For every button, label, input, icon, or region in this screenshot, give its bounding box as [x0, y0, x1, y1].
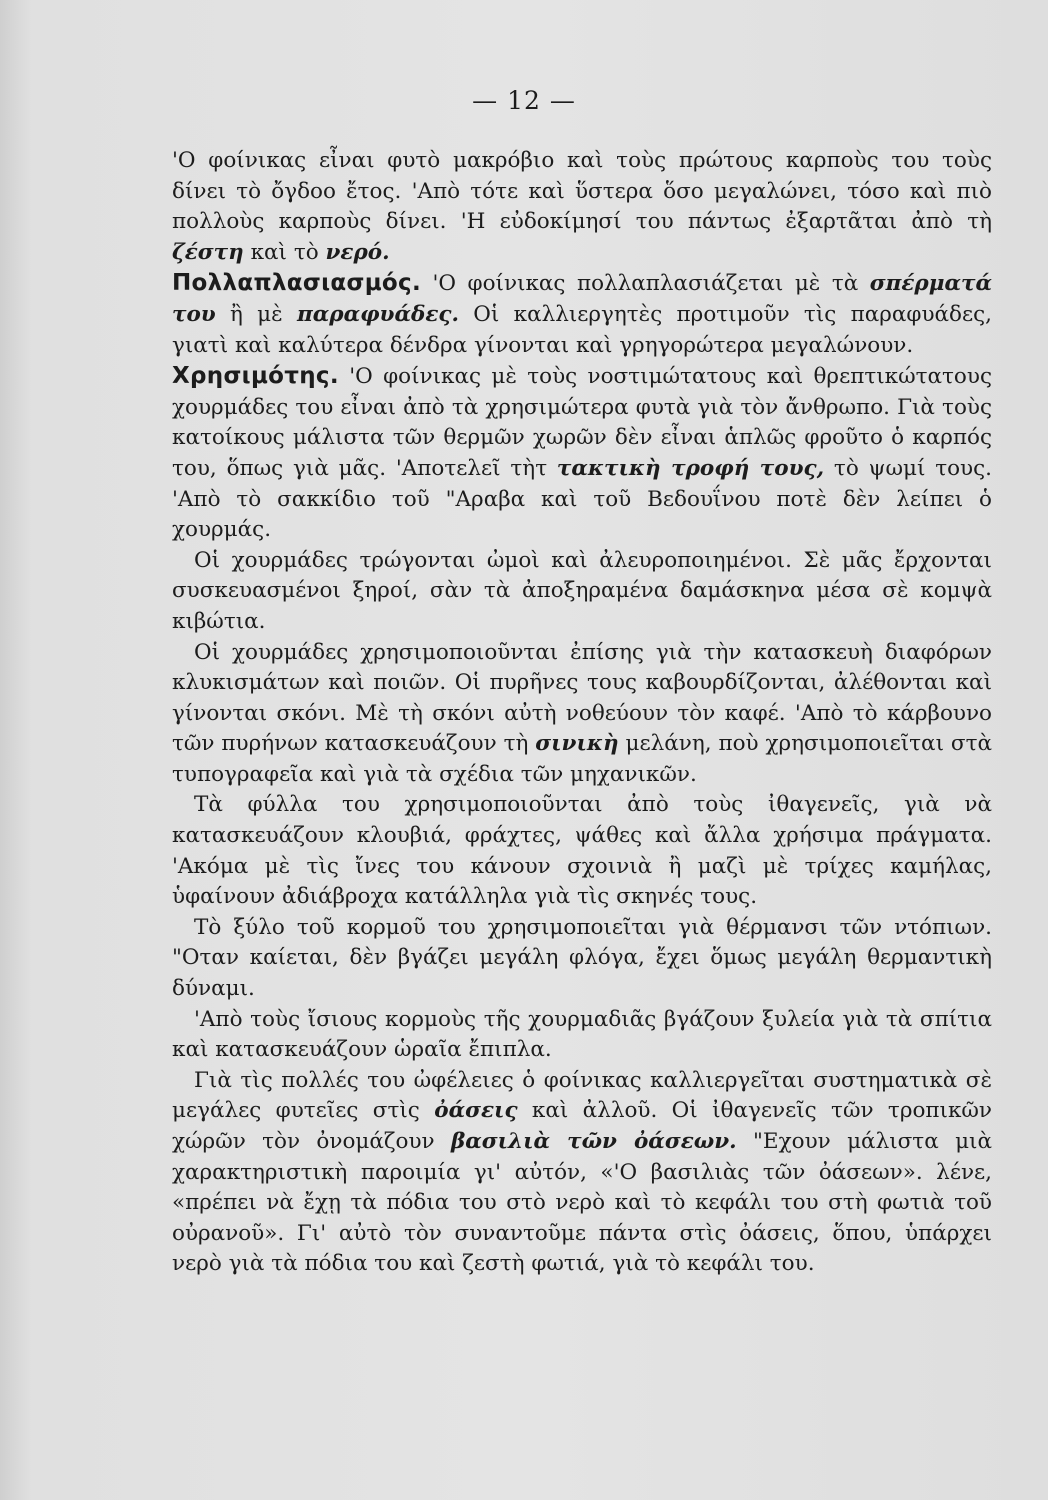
- paragraph-p2: [172, 268, 992, 361]
- paragraph-p3: [172, 361, 992, 546]
- body-text: [172, 146, 992, 1280]
- paragraph-p1: [172, 146, 992, 268]
- text-run: 'Απὸ τοὺς ἴσιους κορμοὺς τῆς χουρμαδιᾶς βγάζουν ξυλεία γιὰ τὰ σπίτια καὶ κατασκευάζουν ὡραῖα ἔπιπλα.: [172, 1006, 992, 1063]
- emphasized-term: νερό.: [325, 239, 390, 265]
- text-run: Γιὰ τὶς πολλές του ὠφέλειες ὁ φοίνικας καλλιεργεῖται συστηματικὰ σὲ μεγάλες φυτεῖες στὶς: [172, 1067, 992, 1124]
- emphasized-term: σπέρματά του: [172, 271, 992, 327]
- text-run: Τὸ ξύλο τοῦ κορμοῦ του χρησιμοποιεῖται γιὰ θέρμανσι τῶν ντόπιων. "Οταν καίεται, δὲν βγάζει μεγάλη φλόγα, ἔχει ὅμως μεγάλη θερμαντικὴ δύναμι.: [172, 914, 992, 1002]
- paragraph-p6: [172, 790, 992, 912]
- section-heading: Χρησιμότης.: [172, 363, 339, 390]
- emphasized-term: ζέστη: [172, 239, 244, 265]
- text-run: μελάνη, ποὺ χρησιμοποιεῖται στὰ τυπογραφεῖα καὶ γιὰ τὰ σχέδια τῶν μηχανικῶν.: [172, 731, 992, 787]
- emphasized-term: τακτικὴ τροφή τους,: [556, 455, 825, 481]
- paragraph-p4: [172, 546, 992, 638]
- emphasized-term: σινικὴ: [535, 731, 619, 757]
- text-run: ἢ μὲ: [215, 301, 297, 327]
- paragraph-p8: [172, 1005, 992, 1066]
- page-number: — 12 —: [472, 86, 576, 115]
- text-run: καὶ τὸ: [243, 239, 326, 265]
- emphasized-term: βασιλιὰ τῶν ὀάσεων.: [450, 1129, 737, 1154]
- paragraph-p7: [172, 913, 992, 1005]
- paragraph-p5: [172, 638, 992, 791]
- emphasized-term: παραφυάδες.: [296, 301, 460, 327]
- section-heading: Πολλαπλασιασμός.: [172, 270, 421, 297]
- text-run: 'Ο φοίνικας πολλαπλασιάζεται μὲ τὰ: [421, 271, 870, 297]
- text-run: "Εχουν μάλιστα μιὰ χαρακτηριστικὴ παροιμία γι' αὐτόν, «'Ο βασιλιὰς τῶν ὀάσεων». λένε, «πρέπει νὰ ἔχῃ τὰ πόδια του στὸ νερὸ καὶ τὸ κεφάλι του στὴ φωτιὰ τοῦ οὐρανοῦ». Γι' αὐτὸ τὸν συναντοῦμε πάντα στὶς ὀάσεις, ὅπου, ὑπάρχει νερὸ γιὰ τὰ πόδια του καὶ ζεστὴ φωτιά, γιὰ τὸ κεφάλι του.: [172, 1129, 992, 1277]
- text-run: Οἱ καλλιεργητὲς προτιμοῦν τὶς παραφυάδες, γιατὶ καὶ καλύτερα δένδρα γίνονται καὶ γρηγορώτερα μεγαλώνουν.: [172, 301, 992, 358]
- text-run: τὸ ψωμί τους. 'Απὸ τὸ σακκίδιο τοῦ "Αραβα καὶ τοῦ Βεδουΐνου ποτὲ δὲν λείπει ὁ χουρμάς.: [172, 455, 992, 543]
- text-run: 'Ο φοίνικας εἶναι φυτὸ μακρόβιο καὶ τοὺς πρώτους καρποὺς του τοὺς δίνει τὸ ὄγδοο ἔτος. 'Απὸ τότε καὶ ὕστερα ὅσο μεγαλώνει, τόσο καὶ πιὸ πολλοὺς καρποὺς δίνει. 'Η εὐδοκίμησί του πάντως ἐξαρτᾶται ἀπὸ τὴ: [172, 148, 992, 235]
- text-run: Τὰ φύλλα του χρησιμοποιοῦνται ἀπὸ τοὺς ἰθαγενεῖς, γιὰ νὰ κατασκευάζουν κλουβιά, φράχτες, ψάθες καὶ ἄλλα χρήσιμα πράγματα. 'Ακόμα μὲ τὶς ἴνες του κάνουν σχοινιὰ ἢ μαζὶ μὲ τρίχες καμήλας, ὑφαίνουν ἀδιάβροχα κατάλληλα γιὰ τὶς σκηνές τους.: [172, 792, 992, 910]
- emphasized-term: ὀάσεις: [434, 1098, 518, 1124]
- text-run: καὶ ἀλλοῦ. Οἱ ἰθαγενεῖς τῶν τροπικῶν χώρῶν τὸν ὀνομάζουν: [172, 1098, 992, 1154]
- paragraph-p9: [172, 1066, 992, 1280]
- text-run: Οἱ χουρμάδες χρησιμοποιοῦνται ἐπίσης γιὰ τὴν κατασκευὴ διαφόρων κλυκισμάτων καὶ ποιῶν. Οἱ πυρῆνες τους καβουρδίζονται, ἀλέθονται καὶ γίνονται σκόνι. Μὲ τὴ σκόνι αὐτὴ νοθεύουν τὸν καφέ. 'Απὸ τὸ κάρβουνο τῶν πυρήνων κατασκευάζουν τὴ: [172, 639, 992, 757]
- text-run: 'Ο φοίνικας μὲ τοὺς νοστιμώτατους καὶ θρεπτικώτατους χουρμάδες του εἶναι ἀπὸ τὰ χρησιμώτερα φυτὰ γιὰ τὸν ἄνθρωπο. Γιὰ τοὺς κατοίκους μάλιστα τῶν θερμῶν χωρῶν δὲν εἶναι ἁπλῶς φροῦτο ὁ καρπός του, ὅπως γιὰ μᾶς. 'Αποτελεῖ τὴτ: [172, 364, 992, 481]
- text-run: Οἱ χουρμάδες τρώγονται ὠμοὶ καὶ ἀλευροποιημένοι. Σὲ μᾶς ἔρχονται συσκευασμένοι ξηροί, σὰν τὰ ἀποξηραμένα δαμάσκηνα μέσα σὲ κομψὰ κιβώτια.: [172, 547, 992, 634]
